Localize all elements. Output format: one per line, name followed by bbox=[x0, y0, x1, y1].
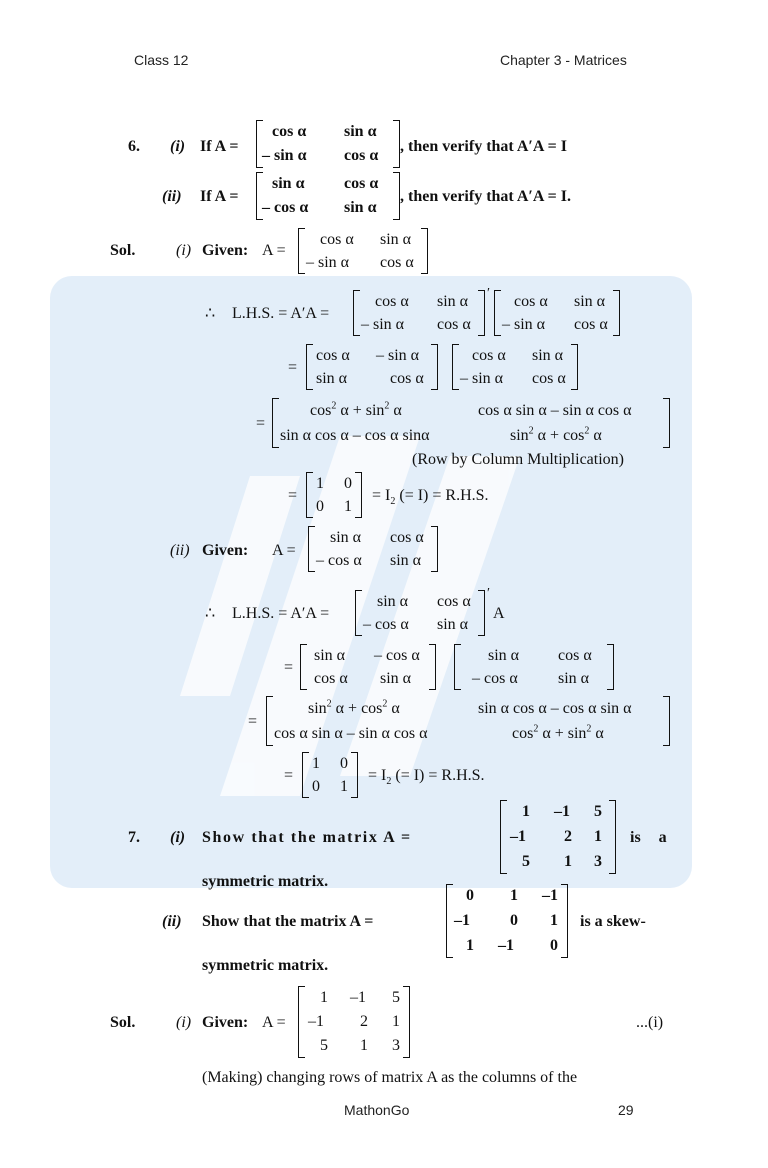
matrix-cell: – sin α bbox=[306, 254, 350, 271]
matrix-cell: –1 bbox=[510, 828, 526, 845]
sol6-i-step1-right bbox=[494, 290, 620, 336]
q7-ii-prefix: Show that the matrix A = bbox=[202, 913, 374, 930]
sol7-label: Sol. bbox=[110, 1014, 136, 1031]
matrix-cell: 1 bbox=[466, 937, 474, 954]
matrix-cell: 0 bbox=[344, 475, 352, 492]
matrix-cell: 1 bbox=[340, 778, 348, 795]
sol6-ii-identity bbox=[302, 752, 358, 798]
sol6-ii-a-eq: A = bbox=[272, 542, 296, 559]
matrix-cell: sin α cos α – cos α sinα bbox=[280, 427, 430, 444]
matrix-cell: 0 bbox=[466, 887, 474, 904]
q6-i-prefix: If A = bbox=[200, 138, 239, 155]
matrix-cell: – cos α bbox=[374, 647, 420, 664]
transpose-prime: ′ bbox=[487, 286, 491, 301]
matrix-cell: – sin α bbox=[262, 147, 307, 164]
q7-i-prefix: Show that the matrix A = bbox=[202, 829, 412, 846]
matrix-cell: 5 bbox=[320, 1037, 328, 1054]
matrix-cell: $\cos^2 \alpha + \sin^2 \alpha$ bbox=[512, 723, 604, 742]
matrix-cell: –1 bbox=[498, 937, 514, 954]
matrix-cell: cos α bbox=[272, 123, 307, 140]
matrix-cell: – cos α bbox=[316, 552, 362, 569]
q7-i-suffix: is a bbox=[630, 829, 667, 846]
matrix-cell: 5 bbox=[522, 853, 530, 870]
matrix-cell: cos α bbox=[390, 529, 424, 546]
matrix-cell: cos α bbox=[472, 347, 506, 364]
sol6-ii-given-matrix bbox=[308, 526, 438, 572]
matrix-cell: sin α bbox=[390, 552, 422, 569]
matrix-cell: cos α sin α – sin α cos α bbox=[478, 402, 632, 419]
matrix-cell: – cos α bbox=[472, 670, 518, 687]
sol6-i-step2-left bbox=[306, 344, 438, 390]
matrix-cell: cos α bbox=[344, 175, 379, 192]
matrix-cell: cos α bbox=[320, 231, 354, 248]
q7-ii-label: (ii) bbox=[162, 913, 182, 930]
matrix-cell: cos α bbox=[437, 593, 471, 610]
matrix-cell: 1 bbox=[312, 755, 320, 772]
matrix-cell: sin α bbox=[574, 293, 606, 310]
matrix-cell: 0 bbox=[340, 755, 348, 772]
matrix-cell: cos α bbox=[316, 347, 350, 364]
q6-i-suffix: , then verify that A′A = I bbox=[400, 138, 567, 155]
equals-sign: = bbox=[288, 487, 298, 504]
footer-brand: MathonGo bbox=[344, 1102, 410, 1118]
matrix-cell: cos α bbox=[437, 316, 471, 333]
q7-number: 7. bbox=[128, 829, 140, 846]
matrix-cell: cos α bbox=[558, 647, 592, 664]
sol6-ii-step1 bbox=[355, 590, 485, 636]
q6-i-matrix bbox=[256, 120, 400, 168]
matrix-cell: sin α bbox=[330, 529, 362, 546]
matrix-cell: 0 bbox=[550, 937, 558, 954]
equals-sign: = bbox=[256, 415, 266, 432]
sol6-i-identity bbox=[306, 472, 362, 518]
sol7-text: (Making) changing rows of matrix A as the columns of the bbox=[202, 1069, 578, 1086]
transpose-prime: ′ bbox=[487, 586, 491, 601]
matrix-cell: – sin α bbox=[361, 316, 405, 333]
equals-sign: = bbox=[284, 659, 294, 676]
matrix-cell: – cos α bbox=[262, 199, 309, 216]
q7-i-cont: symmetric matrix. bbox=[202, 873, 329, 890]
sol6-ii-result: = $I_2$ (= I) = R.H.S. bbox=[368, 767, 485, 788]
matrix-cell: 1 bbox=[522, 803, 530, 820]
matrix-cell: – sin α bbox=[376, 347, 420, 364]
matrix-cell: 2 bbox=[360, 1013, 368, 1030]
matrix-cell: cos α bbox=[344, 147, 379, 164]
matrix-cell: sin α bbox=[437, 616, 469, 633]
matrix-cell: 3 bbox=[594, 853, 602, 870]
sol7-given: Given: bbox=[202, 1014, 249, 1031]
q6-ii-prefix: If A = bbox=[200, 188, 239, 205]
matrix-cell: sin α bbox=[488, 647, 520, 664]
header-chapter: Chapter 3 - Matrices bbox=[500, 52, 627, 68]
matrix-cell: $\sin^2 \alpha + \cos^2 \alpha$ bbox=[308, 698, 400, 717]
q6-number: 6. bbox=[128, 138, 140, 155]
therefore-symbol: ∴ bbox=[205, 305, 216, 322]
sol6-ii-given: Given: bbox=[202, 542, 249, 559]
matrix-cell: sin α bbox=[314, 647, 346, 664]
sol6-ii-step2-left bbox=[300, 644, 436, 690]
matrix-cell: cos α bbox=[390, 370, 424, 387]
matrix-cell: 1 bbox=[360, 1037, 368, 1054]
matrix-cell: sin α bbox=[558, 670, 590, 687]
matrix-cell: sin α bbox=[380, 231, 412, 248]
matrix-cell: cos α bbox=[532, 370, 566, 387]
matrix-cell: 1 bbox=[510, 887, 518, 904]
matrix-cell: sin α bbox=[437, 293, 469, 310]
sol6-ii-step2-right bbox=[454, 644, 614, 690]
therefore-symbol: ∴ bbox=[205, 605, 216, 622]
q6-i-label: (i) bbox=[170, 138, 186, 155]
matrix-cell: sin α bbox=[380, 670, 412, 687]
matrix-cell: –1 bbox=[308, 1013, 324, 1030]
matrix-cell: sin α bbox=[344, 199, 377, 216]
matrix-cell: $\sin^2 \alpha + \cos^2 \alpha$ bbox=[510, 425, 602, 444]
sol7-matrix bbox=[298, 986, 410, 1058]
sol6-i-a-eq: A = bbox=[262, 242, 286, 259]
sol6-ii-a-after: A bbox=[493, 605, 505, 622]
q6-ii-suffix: , then verify that A′A = I. bbox=[400, 188, 571, 205]
matrix-cell: cos α sin α – sin α cos α bbox=[274, 725, 428, 742]
sol6-label: Sol. bbox=[110, 242, 136, 259]
matrix-cell: –1 bbox=[554, 803, 570, 820]
sol6-i-lhs: L.H.S. = A′A = bbox=[232, 305, 330, 322]
sol7-eq-ref: ...(i) bbox=[636, 1014, 664, 1031]
row-by-column-note: (Row by Column Multiplication) bbox=[412, 451, 624, 468]
matrix-cell: sin α bbox=[344, 123, 377, 140]
matrix-cell: 5 bbox=[392, 989, 400, 1006]
matrix-cell: – sin α bbox=[460, 370, 504, 387]
matrix-cell: 3 bbox=[392, 1037, 400, 1054]
equals-sign: = bbox=[288, 359, 298, 376]
matrix-cell: 1 bbox=[550, 912, 558, 929]
matrix-cell: 0 bbox=[312, 778, 320, 795]
sol6-i-given: Given: bbox=[202, 242, 249, 259]
q7-ii-cont: symmetric matrix. bbox=[202, 957, 329, 974]
matrix-cell: sin α bbox=[316, 370, 348, 387]
q6-ii-label: (ii) bbox=[162, 188, 182, 205]
matrix-cell: –1 bbox=[542, 887, 558, 904]
q7-ii-matrix bbox=[446, 884, 568, 958]
matrix-cell: 1 bbox=[316, 475, 324, 492]
sol6-i-label: (i) bbox=[176, 242, 192, 259]
sol7-i-label: (i) bbox=[176, 1014, 192, 1031]
matrix-cell: sin α bbox=[272, 175, 305, 192]
matrix-cell: – cos α bbox=[363, 616, 409, 633]
q6-ii-matrix bbox=[256, 172, 400, 220]
header-class: Class 12 bbox=[134, 52, 189, 68]
sol7-a-eq: A = bbox=[262, 1014, 286, 1031]
matrix-cell: –1 bbox=[350, 989, 366, 1006]
matrix-cell: $\cos^2 \alpha + \sin^2 \alpha$ bbox=[310, 400, 402, 419]
matrix-cell: cos α bbox=[375, 293, 409, 310]
matrix-cell: 1 bbox=[320, 989, 328, 1006]
sol6-i-result: = $I_2$ (= I) = R.H.S. bbox=[372, 487, 489, 508]
matrix-cell: cos α bbox=[380, 254, 414, 271]
sol6-i-step3 bbox=[272, 398, 670, 448]
q7-i-label: (i) bbox=[170, 829, 186, 846]
matrix-cell: sin α bbox=[532, 347, 564, 364]
q7-i-matrix bbox=[500, 800, 616, 874]
matrix-cell: 1 bbox=[344, 498, 352, 515]
sol6-i-step1-left bbox=[353, 290, 485, 336]
matrix-cell: 0 bbox=[510, 912, 518, 929]
matrix-cell: 1 bbox=[594, 828, 602, 845]
sol6-ii-step3 bbox=[266, 696, 670, 746]
matrix-cell: 1 bbox=[564, 853, 572, 870]
matrix-cell: cos α bbox=[314, 670, 348, 687]
page-number: 29 bbox=[618, 1102, 634, 1118]
sol6-i-given-matrix bbox=[298, 228, 428, 274]
matrix-cell: 5 bbox=[594, 803, 602, 820]
sol6-i-step2-right bbox=[452, 344, 578, 390]
equals-sign: = bbox=[248, 713, 258, 730]
matrix-cell: –1 bbox=[454, 912, 470, 929]
matrix-cell: cos α bbox=[574, 316, 608, 333]
matrix-cell: 0 bbox=[316, 498, 324, 515]
sol6-ii-label: (ii) bbox=[170, 542, 190, 559]
matrix-cell: 1 bbox=[392, 1013, 400, 1030]
matrix-cell: 2 bbox=[564, 828, 572, 845]
sol6-ii-lhs: L.H.S. = A′A = bbox=[232, 605, 330, 622]
matrix-cell: sin α cos α – cos α sin α bbox=[478, 700, 632, 717]
q7-ii-suffix: is a skew- bbox=[580, 913, 646, 930]
matrix-cell: cos α bbox=[514, 293, 548, 310]
equals-sign: = bbox=[284, 767, 294, 784]
matrix-cell: – sin α bbox=[502, 316, 546, 333]
matrix-cell: sin α bbox=[377, 593, 409, 610]
